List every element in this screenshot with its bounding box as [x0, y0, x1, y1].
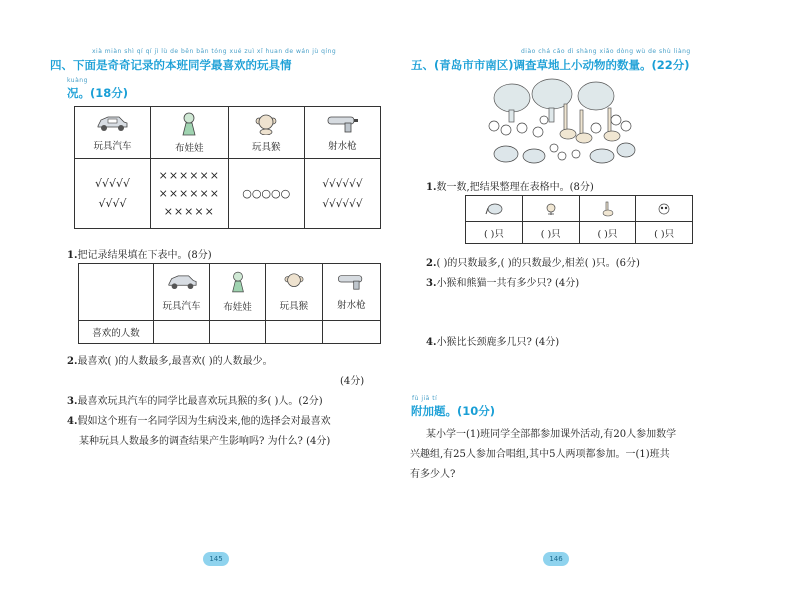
fill-row-label: 喜欢的人数 [79, 321, 154, 344]
question-2 [67, 352, 273, 367]
question-text: 假如这个班有一名同学因为生病没来,他的选择会对最喜欢 [77, 416, 331, 427]
fill-header-monkey [265, 264, 322, 321]
bonus-pinyin: fù jiā tí [412, 395, 438, 402]
section-four-title-cont: 况。(18分) [67, 86, 129, 100]
fill-label-doll: 布娃娃 [223, 302, 252, 313]
question-text: 最喜欢( )的人数最多,最喜欢( )的人数最少。 [77, 356, 273, 367]
fill-table-corner [79, 264, 154, 321]
panda-icon [657, 202, 671, 216]
doll-icon [229, 271, 247, 293]
record-marks-car [75, 159, 151, 229]
record-header-watergun [304, 107, 380, 159]
fill-header-watergun [322, 264, 380, 321]
title-pinyin-2: kuàng [67, 77, 88, 84]
count-cell-giraffe[interactable]: ( )只 [579, 222, 636, 244]
record-header-monkey [228, 107, 304, 159]
water-gun-icon [335, 273, 367, 291]
answer-cell-car[interactable] [153, 321, 209, 344]
animals-illustration [484, 76, 638, 168]
mark-line: √√√√√ [94, 176, 130, 190]
toy-monkey-icon [255, 113, 277, 135]
mark-line: ×××××× [158, 186, 220, 200]
question-text: 把记录结果填在下表中。(8分) [77, 250, 212, 261]
fill-label-watergun: 射水枪 [337, 300, 366, 311]
record-table [74, 106, 381, 229]
count-cell-elephant[interactable]: ( )只 [466, 222, 523, 244]
count-cell-panda[interactable]: ( )只 [636, 222, 693, 244]
bonus-text-line3: 有多少人? [410, 469, 456, 480]
count-header-elephant [466, 196, 523, 222]
question-number: 4. [67, 416, 78, 427]
record-header-car [75, 107, 151, 159]
question-text: ( )的只数最多,( )的只数最少,相差( )只。(6分) [436, 258, 640, 269]
record-marks-monkey [228, 159, 304, 229]
count-header-giraffe [579, 196, 636, 222]
question-text: 最喜欢玩具汽车的同学比最喜欢玩具猴的多( )人。(2分) [77, 396, 323, 407]
toy-car-icon [95, 114, 129, 132]
right-question-1 [426, 178, 594, 193]
giraffe-icon [600, 201, 614, 217]
page-number-left: 145 [203, 552, 229, 566]
count-header-panda [636, 196, 693, 222]
question-number: 2. [426, 258, 437, 269]
toy-car-icon [166, 273, 198, 290]
record-label-doll: 布娃娃 [175, 142, 204, 154]
mark-line: ××××× [163, 204, 215, 218]
elephant-icon [485, 202, 503, 216]
count-table [465, 195, 693, 244]
question-text: 数一数,把结果整理在表格中。(8分) [436, 182, 594, 193]
page-number-right: 146 [543, 552, 569, 566]
water-gun-icon [325, 114, 359, 134]
toy-monkey-icon [284, 272, 304, 292]
mark-line: √√√√√√ [322, 177, 363, 190]
count-header-monkey [522, 196, 579, 222]
question-number: 2. [67, 356, 78, 367]
mark-line: ×××××× [158, 168, 220, 182]
title-pinyin-right: diào chá cǎo dì shàng xiǎo dòng wù de shù liàng [521, 48, 691, 55]
mark-line: ○○○○○ [242, 187, 291, 200]
right-question-3 [426, 274, 579, 289]
record-label-monkey: 玩具猴 [251, 141, 281, 153]
question-number: 3. [426, 278, 437, 289]
bonus-title: 附加题。(10分) [411, 404, 496, 418]
monkey-icon [544, 202, 558, 216]
question-number: 4. [426, 337, 437, 348]
question-4 [67, 412, 331, 427]
answer-cell-monkey[interactable] [265, 321, 322, 344]
question-text: 小猴和熊猫一共有多少只? (4分) [436, 278, 580, 289]
record-header-doll [150, 107, 228, 159]
right-question-2 [426, 254, 640, 269]
question-number: 3. [67, 396, 78, 407]
mark-line: √√√√√√ [322, 197, 363, 210]
fill-label-monkey: 玩具猴 [279, 301, 309, 312]
fill-header-doll [210, 264, 266, 321]
question-4-cont: 某种玩具人数最多的调查结果产生影响吗? 为什么? (4分) [79, 436, 331, 447]
bonus-text-line1: 某小学一(1)班同学全部都参加课外活动,有20人参加数学 [426, 429, 677, 440]
answer-cell-doll[interactable] [210, 321, 266, 344]
section-five-title: 五、(青岛市市南区)调查草地上小动物的数量。(22分) [411, 58, 690, 72]
question-number: 1. [67, 250, 78, 261]
fill-header-car [153, 264, 209, 321]
mark-line: √√√√ [98, 196, 127, 210]
right-question-4 [426, 333, 559, 348]
question-3 [67, 392, 323, 407]
fill-table [78, 263, 381, 344]
title-pinyin: xià miàn shì qí qí jì lù de běn bān tóng xué zuì xǐ huan de wán jù qíng [92, 48, 337, 55]
question-text: 小猴比长颈鹿多几只? (4分) [436, 337, 560, 348]
section-four-title: 四、下面是奇奇记录的本班同学最喜欢的玩具情 [50, 58, 292, 72]
question-number: 1. [426, 182, 437, 193]
bonus-text-line2: 兴趣组,有25人参加合唱组,其中5人两项都参加。一(1)班共 [410, 449, 670, 460]
question-2-score: (4分) [340, 376, 365, 387]
record-label-watergun: 射水枪 [328, 140, 357, 152]
record-marks-doll [150, 159, 228, 229]
question-1 [67, 246, 212, 261]
count-cell-monkey[interactable]: ( )只 [522, 222, 579, 244]
fill-label-car: 玩具汽车 [162, 300, 201, 312]
record-marks-watergun [304, 159, 380, 229]
record-label-car: 玩具汽车 [93, 140, 132, 152]
doll-icon [179, 112, 199, 136]
answer-cell-watergun[interactable] [322, 321, 380, 344]
